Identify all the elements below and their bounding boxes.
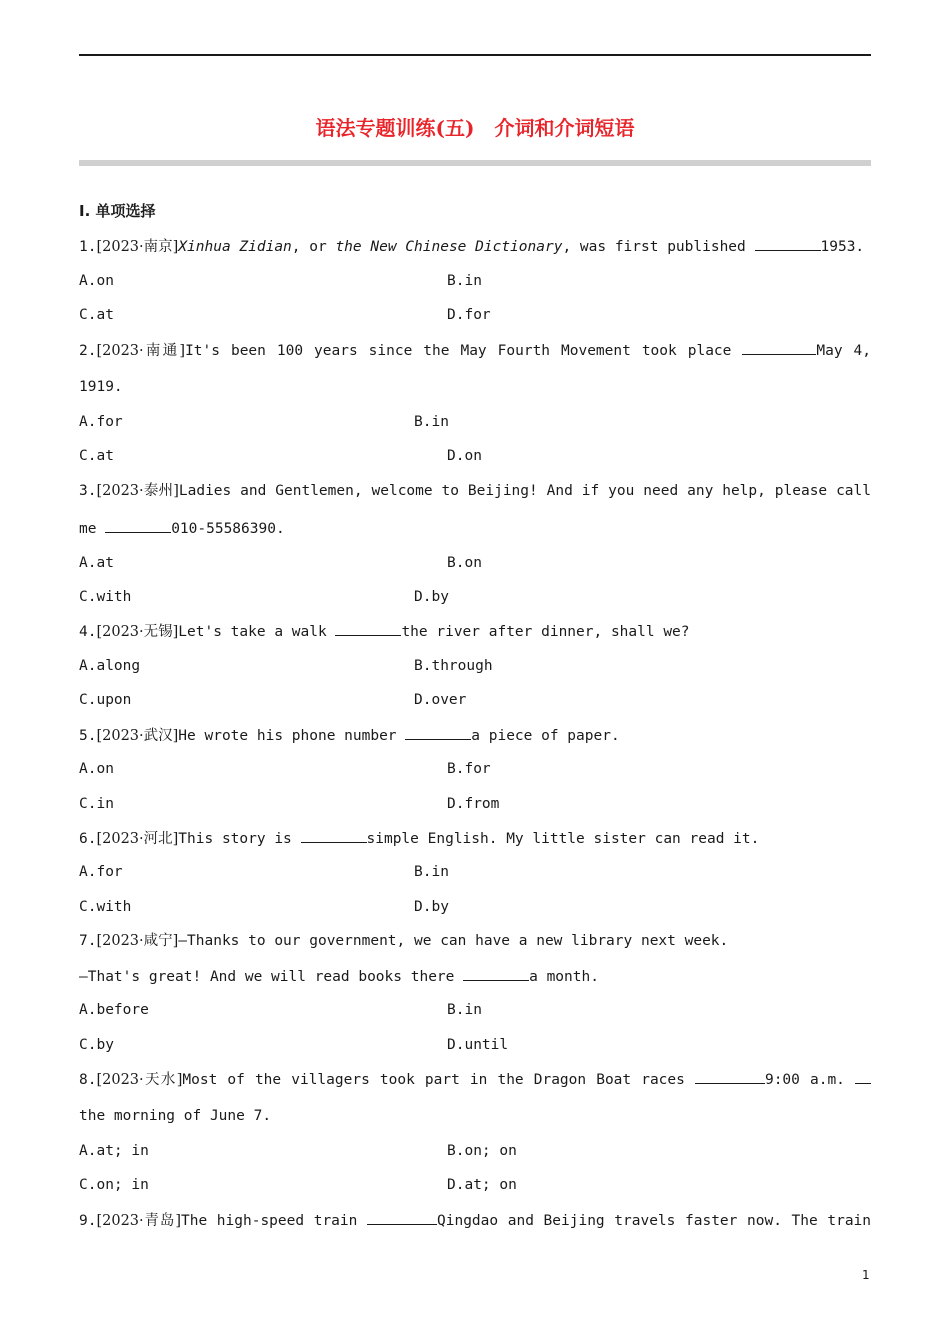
option-c: C.at [79, 448, 114, 464]
answer-blank [367, 1210, 437, 1225]
option-d: D.by [414, 589, 449, 605]
answer-blank [105, 518, 171, 533]
question-4: 4.[2023·无锡]Let's take a walk the river after dinner, shall we? [79, 621, 871, 642]
option-a: A.along [79, 658, 141, 674]
option-b: B.on; on [447, 1143, 517, 1159]
answer-blank [755, 236, 821, 251]
page-number: 1 [862, 1268, 870, 1282]
option-b: B.in [447, 273, 482, 289]
question-3: 3.[2023·泰州]Ladies and Gentlemen, welcome to Beijing! And if you need any help, please call [79, 483, 871, 499]
section-heading: Ⅰ. 单项选择 [79, 202, 156, 220]
option-d: D.until [447, 1037, 509, 1053]
option-d: D.by [414, 899, 449, 915]
option-d: D.over [414, 692, 467, 708]
answer-blank [335, 621, 401, 636]
question-2: 2.[2023·南通]It's been 100 years since the May Fourth Movement took place May 4, [79, 340, 871, 361]
option-a: A.for [79, 864, 123, 880]
option-c: C.with [79, 899, 132, 915]
question-8: 8.[2023·天水]Most of the villagers took part in the Dragon Boat races 9:00 a.m. [79, 1069, 871, 1090]
option-d: D.for [447, 307, 491, 323]
question-8-continued: the morning of June 7. [79, 1108, 272, 1124]
option-b: B.for [447, 761, 491, 777]
option-c: C.with [79, 589, 132, 605]
option-b: B.on [447, 555, 482, 571]
answer-blank [405, 725, 471, 740]
question-6: 6.[2023·河北]This story is simple English. My little sister can read it. [79, 828, 871, 849]
option-c: C.at [79, 307, 114, 323]
option-a: A.before [79, 1002, 149, 1018]
option-b: B.in [414, 864, 449, 880]
top-rule [79, 54, 871, 56]
option-a: A.for [79, 414, 123, 430]
option-d: D.on [447, 448, 482, 464]
option-a: A.at [79, 555, 114, 571]
option-d: D.from [447, 796, 500, 812]
option-b: B.in [414, 414, 449, 430]
answer-blank [301, 828, 367, 843]
question-3-continued: me 010-55586390. [79, 518, 285, 539]
answer-blank [695, 1069, 765, 1084]
answer-blank-2 [855, 1069, 871, 1084]
question-7-continued: —That's great! And we will read books there a month. [79, 966, 599, 987]
question-7: 7.[2023·咸宁]—Thanks to our government, we can have a new library next week. [79, 933, 729, 949]
option-a: A.on [79, 761, 114, 777]
question-9: 9.[2023·青岛]The high-speed train Qingdao and Beijing travels faster now. The train [79, 1210, 871, 1231]
title-underline-bar [79, 160, 871, 166]
question-5: 5.[2023·武汉]He wrote his phone number a piece of paper. [79, 725, 871, 746]
option-b: B.through [414, 658, 493, 674]
option-a: A.at; in [79, 1143, 149, 1159]
option-c: C.on; in [79, 1177, 149, 1193]
option-c: C.in [79, 796, 114, 812]
option-d: D.at; on [447, 1177, 517, 1193]
option-c: C.by [79, 1037, 114, 1053]
answer-blank [463, 966, 529, 981]
question-1: 1.[2023·南京]Xinhua Zidian, or the New Chinese Dictionary, was first published 1953. [79, 236, 871, 257]
option-c: C.upon [79, 692, 132, 708]
option-a: A.on [79, 273, 114, 289]
answer-blank [742, 340, 816, 355]
page-title: 语法专题训练(五) 介词和介词短语 [315, 116, 635, 140]
option-b: B.in [447, 1002, 482, 1018]
question-2-continued: 1919. [79, 379, 123, 395]
